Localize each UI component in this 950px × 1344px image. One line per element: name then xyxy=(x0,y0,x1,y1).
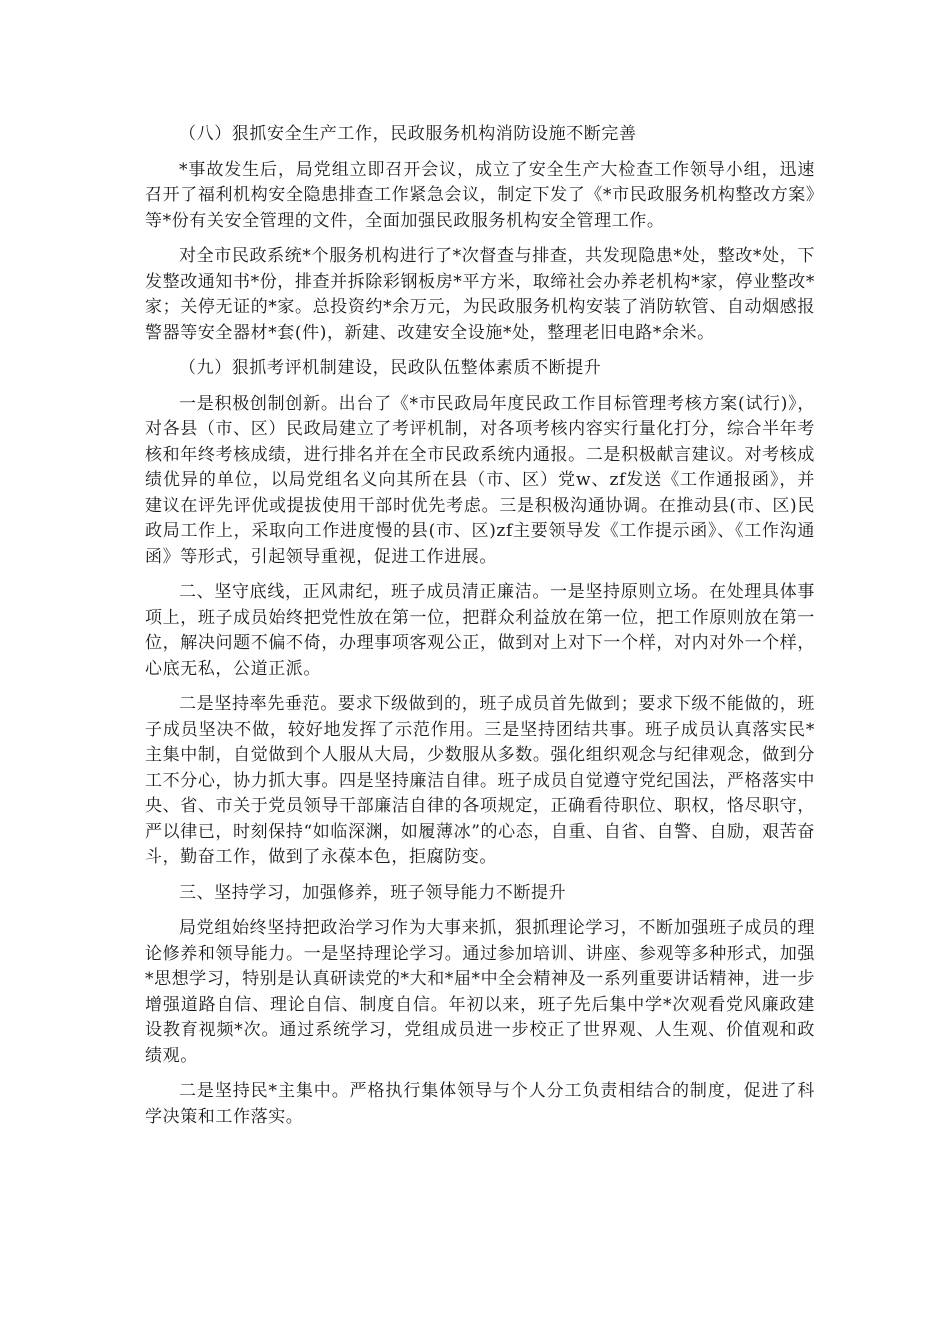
paragraph: *事故发生后，局党组立即召开会议，成立了安全生产大检查工作领导小组，迅速召开了福利机构安全隐患排查工作紧急会议，制定下发了《*市民政服务机构整改方案》等*份有关安全管理的文件，全面加强民政服务机构安全管理工作。 xyxy=(145,159,815,231)
section-heading-3: 三、坚持学习，加强修养，班子领导能力不断提升 xyxy=(179,882,567,903)
paragraph: 对全市民政系统*个服务机构进行了*次督查与排查，共发现隐患*处，整改*处，下发整改通知书*份，排查并拆除彩钢板房*平方米，取缔社会办养老机构*家，停业整改*家；关停无证的*家。总投资约*余万元，为民政服务机构安装了消防软管、自动烟感报警器等安全器材*套(件)，新建、改建安全设施*处，整理老旧电路*余米。 xyxy=(145,246,815,343)
paragraph: 二是坚持民*主集中。严格执行集体领导与个人分工负责相结合的制度，促进了科学决策和工作落实。 xyxy=(145,1081,815,1127)
paragraph: 二是坚持率先垂范。要求下级做到的，班子成员首先做到；要求下级不能做的，班子成员坚决不做，较好地发挥了示范作用。三是坚持团结共事。班子成员认真落实民*主集中制，自觉做到个人服从大局，少数服从多数。强化组织观念与纪律观念，做到分工不分心，协力抓大事。四是坚持廉洁自律。班子成员自觉遵守党纪国法，严格落实中央、省、市关于党员领导干部廉洁自律的各项规定，正确看待职位、职权，恪尽职守，严以律已，时刻保持“如临深渊，如履薄冰”的心态，自重、自省、自警、自励，艰苦奋斗，勤奋工作，做到了永葆本色，拒腐防变。 xyxy=(145,694,815,867)
paragraph: 一是积极创制创新。出台了《*市民政局年度民政工作目标管理考核方案(试行)》，对各县（市、区）民政局建立了考评机制，对各项考核内容实行量化打分，综合半年考核和年终考核成绩，进行排名并在全市民政系统内通报。二是积极献言建议。对考核成绩优异的单位，以局党组名义向其所在县（市、区）党w、zf发送《工作通报函》，并建议在评先评优或提拔使用干部时优先考虑。三是积极沟通协调。在推动县(市、区)民政局工作上，采取向工作进度慢的县(市、区)zf主要领导发《工作提示函》、《工作沟通函》等形式，引起领导重视，促进工作进展。 xyxy=(145,393,815,567)
section-heading-8: （八）狠抓安全生产工作，民政服务机构消防设施不断完善 xyxy=(179,124,637,144)
section-heading-9: （九）狠抓考评机制建设，民政队伍整体素质不断提升 xyxy=(179,358,602,378)
paragraph: 局党组始终坚持把政治学习作为大事来抓，狠抓理论学习，不断加强班子成员的理论修养和领导能力。一是坚持理论学习。通过参加培训、讲座、参观等多种形式，加强*思想学习，特别是认真研读党的*大和*届*中全会精神及一系列重要讲话精神，进一步增强道路自信、理论自信、制度自信。年初以来，班子先后集中学*次观看党风廉政建设教育视频*次。通过系统学习，党组成员进一步校正了世界观、人生观、价值观和政绩观。 xyxy=(145,918,815,1066)
paragraph: 二、坚守底线，正风肃纪，班子成员清正廉洁。一是坚持原则立场。在处理具体事项上，班子成员始终把党性放在第一位，把群众利益放在第一位，把工作原则放在第一位，解决问题不偏不倚，办理事项客观公正，做到对上对下一个样，对内对外一个样，心底无私，公道正派。 xyxy=(145,582,815,679)
document-body xyxy=(145,122,815,1140)
